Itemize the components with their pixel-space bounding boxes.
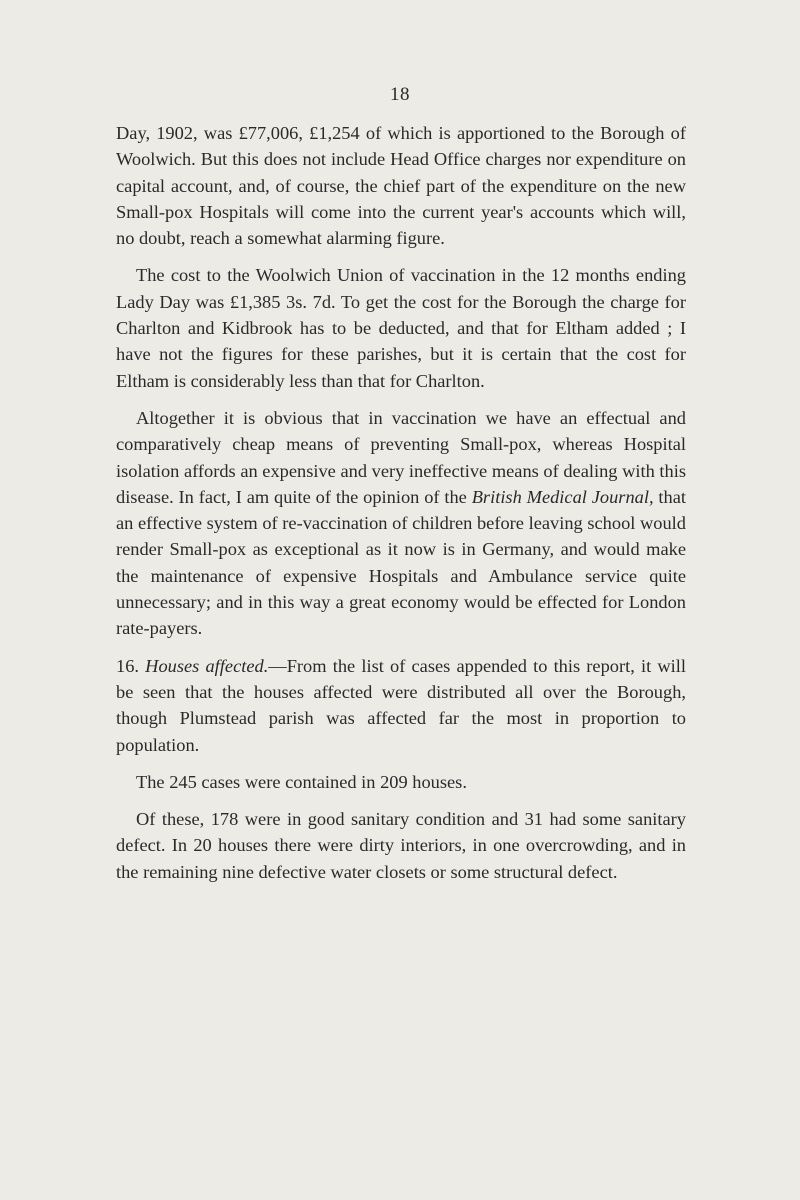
journal-title: British Medical Journal,	[471, 486, 654, 507]
paragraph-cases-count: The 245 cases were contained in 209 houses.	[136, 771, 467, 792]
paragraph-text-before: Altogether it is obvious that in vaccination we have an effectual and comparatively cheap means of preventing Small-pox, whereas Hospital isolation affords an expensive and very ineffective means of dealing with this disease. In fact, I am quite of the opinion of the	[116, 407, 686, 507]
section-text: —From the list of cases appended to this report, it will be seen that the houses affected were distributed all over the Borough, though Plumstead parish was affected far the most in proportion to population.	[116, 655, 686, 755]
document-body	[116, 120, 686, 896]
page-number: 18	[390, 84, 410, 105]
paragraph-expenditure: Day, 1902, was £77,006, £1,254 of which is apportioned to the Borough of Woolwich. But this does not include Head Office charges nor expenditure on capital account, and, of course, the chief part of the expenditure on the new Small-pox Hospitals will come into the current year's accounts which will, no doubt, reach a somewhat alarming figure.	[116, 123, 686, 249]
paragraph-sanitary-condition: Of these, 178 were in good sanitary condition and 31 had some sanitary defect. In 20 houses there were dirty interiors, in one overcrowding, and in the remaining nine defective water closets or some structural defect.	[116, 809, 686, 882]
paragraph-houses-affected	[116, 653, 686, 758]
paragraph-text-after: that an effective system of re-vaccination of children before leaving school would render Small-pox as exceptional as it now is in Germany, and would make the maintenance of expensive Hospitals and Ambulance service quite unnecessary; and in this way a great economy would be effected for London rate-payers.	[116, 486, 686, 639]
paragraph-vaccination-opinion	[116, 405, 686, 642]
section-number: 16.	[116, 655, 146, 676]
paragraph-vaccination-cost: The cost to the Woolwich Union of vaccination in the 12 months ending Lady Day was £1,385 3s. 7d. To get the cost for the Borough the charge for Charlton and Kidbrook has to be deducted, and that for Eltham added ; I have not the figures for these parishes, but it is certain that the cost for Eltham is considerably less than that for Charlton.	[116, 265, 686, 391]
section-heading: Houses affected.	[145, 655, 269, 676]
